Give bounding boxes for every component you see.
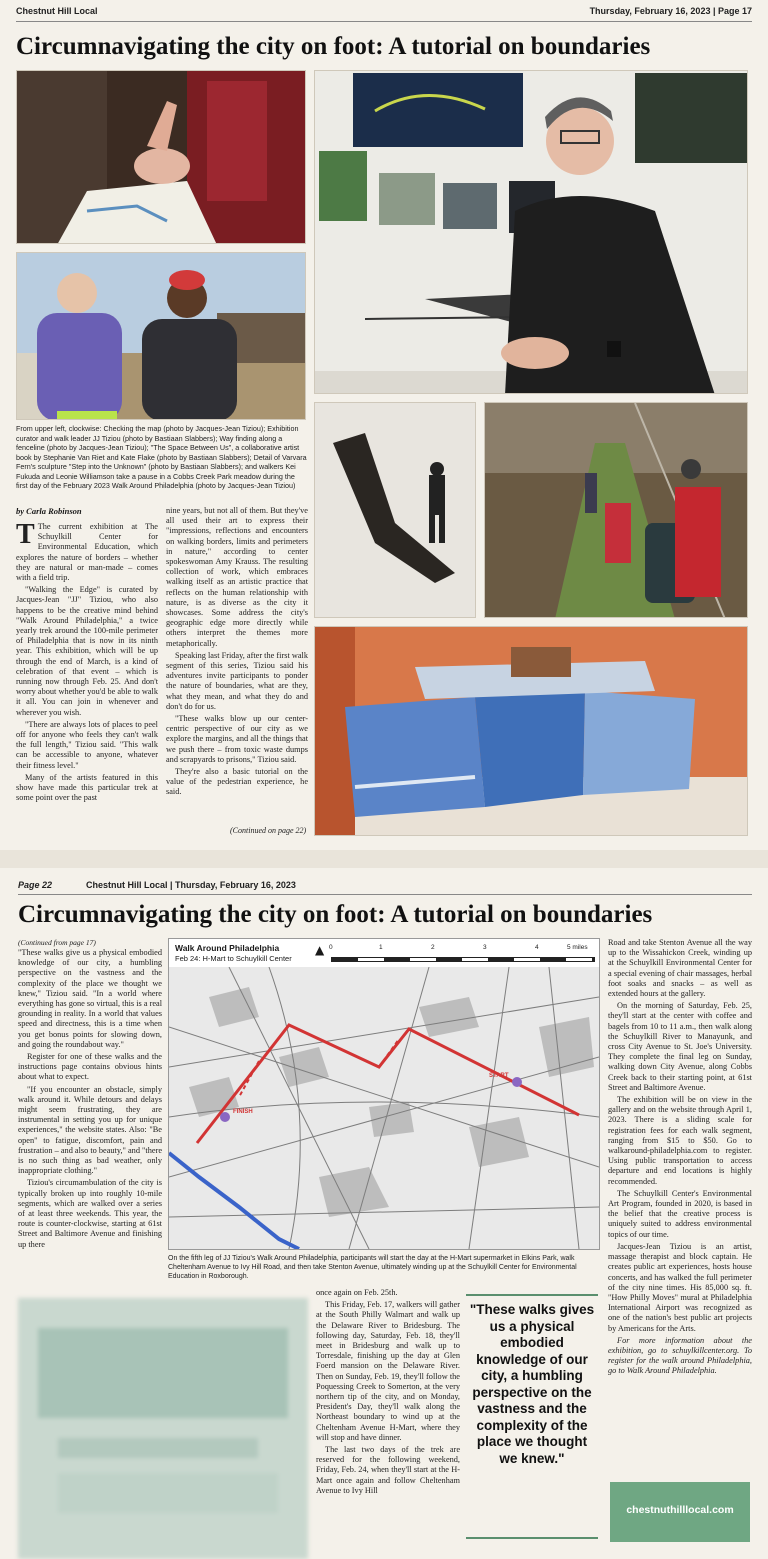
article-col-1	[16, 519, 158, 805]
advertisement-blurred	[18, 1298, 308, 1559]
ad-shape-3	[58, 1473, 278, 1513]
scale-label-1: 1	[379, 944, 383, 951]
p22-col1-para-4: Tiziou's circumambulation of the city is typically broken up into roughly 10-mile segments, which are walked over a series of at least three weekends. This year, the route is counter-clockwise, starting at 61st Street and Baltimore Avenue and finishing up there	[18, 1178, 162, 1249]
col2-para-2: Speaking last Friday, after the first walk segment of this series, Tiziou said his adventures invite participants to ponder the nature of boundaries, what are they, what they mean, and what they do and don't do for us.	[166, 650, 308, 711]
p22-col3-para-2: On the morning of Saturday, Feb. 25, they'll start at the center with coffee and bagels from 10 to 11 a.m., then walk along the Schuylkill River to Manayunk, and cross City Avenue to St. Joe's University. They complete the final leg on Sunday, walking down City Avenue, along Cobbs Creek back to their starting point, at 61st Street and Baltimore Avenue.	[608, 1001, 752, 1092]
pull-quote-box	[466, 1294, 598, 1539]
finish-marker	[220, 1112, 230, 1122]
continued-on[interactable]: (Continued on page 22)	[230, 826, 307, 835]
north-arrow-icon: ▲	[315, 943, 325, 957]
headline: Circumnavigating the city on foot: A tutorial on boundaries	[16, 33, 651, 60]
photo-checking-map-image	[17, 71, 306, 244]
p22-col2-para-1: once again on Feb. 25th.	[316, 1288, 398, 1297]
photo-fenceline	[484, 402, 748, 618]
start-marker	[512, 1077, 522, 1087]
photo-curator-image	[315, 71, 748, 394]
col2-para-4: They're also a basic tutorial on the value of the pedestrian experience, he said.	[166, 767, 308, 797]
scale-label-5: 5 miles	[567, 944, 588, 951]
photo-artist-book-image	[315, 627, 748, 836]
finish-label: FINISH	[233, 1109, 253, 1115]
col2-para-1: nine years, but not all of them. But they've all used their art to express their "impressions, reflections and encounters on walking borders, limits and perimeters in nature," according to center spokeswoman Amy Krauss. The resulting collection of work, which embraces walking itself as an artistic practice that reflects on the human relationship with nature, is as diverse as the city it showcases. Some address the city's geographic edge more directly while others interpret the themes more metaphorically.	[166, 506, 308, 648]
map-subtitle: Feb 24: H-Mart to Schuylkill Center	[175, 954, 292, 963]
scale-label-4: 4	[535, 944, 539, 951]
col1-para-3: "There are always lots of places to peel off for anyone who feels they can't walk the full length," Tiziou said. "This walk can be accessible to anyone, whatever their fitness level."	[16, 719, 158, 770]
p22-col3-para-3: The exhibition will be on view in the gallery and on the website through April 1, 2023. There is a sliding scale for registration fees for each walk segment, ranging from $15 to $50. Go to walkaround-philadelphia.com to register. Using public transportation to access departure and end locations is highly recommended.	[608, 1095, 752, 1186]
scale-label-3: 3	[483, 944, 487, 951]
p22-col2-para-3: The last two days of the trek are reserved for the following weekend, Friday, Feb. 24, when they'll start at the H-Mart once again and follow Cheltenham Avenue to Ivy Hill	[316, 1445, 460, 1495]
p22-col3-para-1: Road and take Stenton Avenue all the way up to the Wissahickon Creek, winding up at the Schuylkill Environmental Center for a special evening of chair massages, herbal foot soaks and snacks – as well as extended hours at the gallery.	[608, 938, 752, 999]
p22-col1-para-2: Register for one of these walks and the instructions page contains obvious hints about what to expect.	[18, 1052, 162, 1082]
scale-label-2: 2	[431, 944, 435, 951]
continued-from[interactable]: (Continued from page 17)	[18, 938, 96, 947]
pull-quote: "These walks gives us a physical embodied knowledge of our city, a humbling perspective on the vastness and the complexity of the place we thought we knew."	[469, 1302, 595, 1466]
p22-col-1	[18, 948, 162, 1252]
p22-col3-para-4: The Schuylkill Center's Environmental Art Program, founded in 2020, is based in the belief that the creative process is uniquely suited to address environmental topics of our time.	[608, 1188, 752, 1239]
photo-curator	[314, 70, 748, 394]
ad-shape-1	[38, 1328, 288, 1418]
map-caption: On the fifth leg of JJ Tiziou's Walk Around Philadelphia, participants will start the day at the H-Mart supermarket in Elkins Park, walk Cheltenham Avenue to Ivy Hill Road, and then take Stenton Avenue, ultimately winding up at the Schuylkill Center for Environmental Education in Roxborough.	[168, 1255, 577, 1280]
p22-col3-para-5: Jacques-Jean Tiziou is an artist, massage therapist and block captain. He creates public art experiences, hosts house concerts, and has walked the full perimeter of the city nine times. His 85,000 sq. ft. "How Philly Moves" mural at Philadelphia International Airport was recognized as one of the nation's best public art projects by Americans for the Arts.	[608, 1241, 752, 1333]
p22-col1-para-3: "If you encounter an obstacle, simply walk around it. While detours and delays might seem frustrating, they are instrumental in setting you up for unique experiences," the website states. Also: "Be open" to fatigue, discomfort, pain and frustration – and also to beauty," and "there is no such thing as bad weather, only inappropriate clothing."	[18, 1084, 163, 1176]
start-label: START	[489, 1073, 509, 1079]
photo-checking-map	[16, 70, 306, 244]
map-title: Walk Around Philadelphia	[175, 943, 280, 953]
info-italic: For more information about the exhibition, go to schuylkillcenter.org. To register for the walk around Philadelphia, go to Walk Around Philadelphia.	[608, 1335, 752, 1376]
col2-para-3: "These walks blow up our center-centric perspective of our city as we explore the margins, and all the things that we push there – from toxic waste dumps and scrapyards to prisons," Tiziou said.	[166, 714, 308, 764]
route-map	[168, 938, 600, 1250]
page-label: Page 22	[18, 880, 53, 890]
p22-col2-para-2: This Friday, Feb. 17, walkers will gather at the South Philly Walmart and walk up the Delaware River to Bridesburg. The following day, Saturday, Feb. 18, they'll meet in Bridesburg and walk up to Torresdale, finishing up the day at Glen Foerd mansion on the Delaware River. Then on Sunday, Feb. 19, they'll follow the Poquessing Creek to Somerton, at the very northern tip of the city, and on Monday, President's Day, they'll walk along the Northeast boundary to wind up at the Cheltenham Avenue H-Mart, where they will stop and have dinner.	[316, 1300, 460, 1442]
p22-col1-para-1: "These walks give us a physical embodied knowledge of our city, a humbling perspective on the vastness and the complexity of the place we thought we knew," Tiziou said. "In a world where everything has gone so virtual, this is a real grounding in reality. In a world that values speed and directness, this is a time when you get bonus points for slowing down, and going the roundabout way."	[18, 948, 163, 1049]
scale-bar	[331, 957, 595, 962]
header-rule-22	[18, 894, 752, 895]
headline-22: Circumnavigating the city on foot: A tutorial on boundaries	[18, 901, 653, 928]
header-rule	[16, 21, 752, 22]
website-box[interactable]	[610, 1482, 750, 1542]
photo-sculpture-detail-image	[315, 403, 476, 618]
byline: by Carla Robinson	[16, 506, 82, 516]
photo-sculpture-detail	[314, 402, 476, 618]
photo-caption: From upper left, clockwise: Checking the map (photo by Jacques-Jean Tiziou); Exhibition curator and walk leader JJ Tiziou (photo by Bastiaan Slabbers); Way finding along a fenceline (photo by Jacques-Jean Tiziou); "The Space Between Us", a collaborative artist book by Stephanie Van Riet and Kate Flake (photo by Bastiaan Slabbers); Detail of Varvara Fern's sculpture "Step into the Unknown" (photo by Bastiaan Slabbers); and walkers Kei Fukuda and Leonie Williamson take a pause in a Cobbs Creek Park meadow during the first day of the February 2023 Walk Around Philadelphia (photo by Jacques-Jean Tiziou)	[16, 424, 307, 490]
map-canvas	[169, 967, 599, 1249]
paper-name: Chestnut Hill Local	[16, 6, 98, 16]
scale-label-0: 0	[329, 944, 333, 951]
page-22	[0, 868, 768, 1559]
photo-fenceline-image	[485, 403, 748, 618]
p22-col-3	[608, 938, 752, 1379]
p22-col-2	[316, 1288, 460, 1498]
col1-para-2: "Walking the Edge" is curated by Jacques-Jean "JJ" Tiziou, who also happens to be the creative mind behind "Walk Around Philadelphia," a twice yearly trek around the 100-mile perimeter of Philadelphia that is now in its ninth year. This exhibition, which will be up through the end of March, is a kind of celebration of that event – which is running now through Feb. 25. And don't worry about whether you'd be able to walk it all. You can join in whenever and wherever you wish.	[16, 585, 158, 717]
col1-para-1: The current exhibition at The Schuylkill Center for Environmental Education, which explores the nature of borders – whether they are natural or man-made – comes with a field trip.	[16, 522, 158, 583]
col1-para-4: Many of the artists featured in this show have made this particular trek at some point over the past	[16, 772, 158, 803]
article-col-2	[166, 506, 308, 800]
ad-shape-2	[58, 1438, 258, 1458]
photo-walkers-meadow	[16, 252, 306, 420]
paper-date: Chestnut Hill Local | Thursday, February 16, 2023	[86, 880, 296, 890]
photo-walkers-meadow-image	[17, 253, 306, 420]
date-page: Thursday, February 16, 2023 | Page 17	[589, 6, 752, 16]
photo-artist-book	[314, 626, 748, 836]
drop-cap: T	[16, 519, 35, 550]
website-label[interactable]: chestnuthilllocal.com	[626, 1504, 734, 1516]
